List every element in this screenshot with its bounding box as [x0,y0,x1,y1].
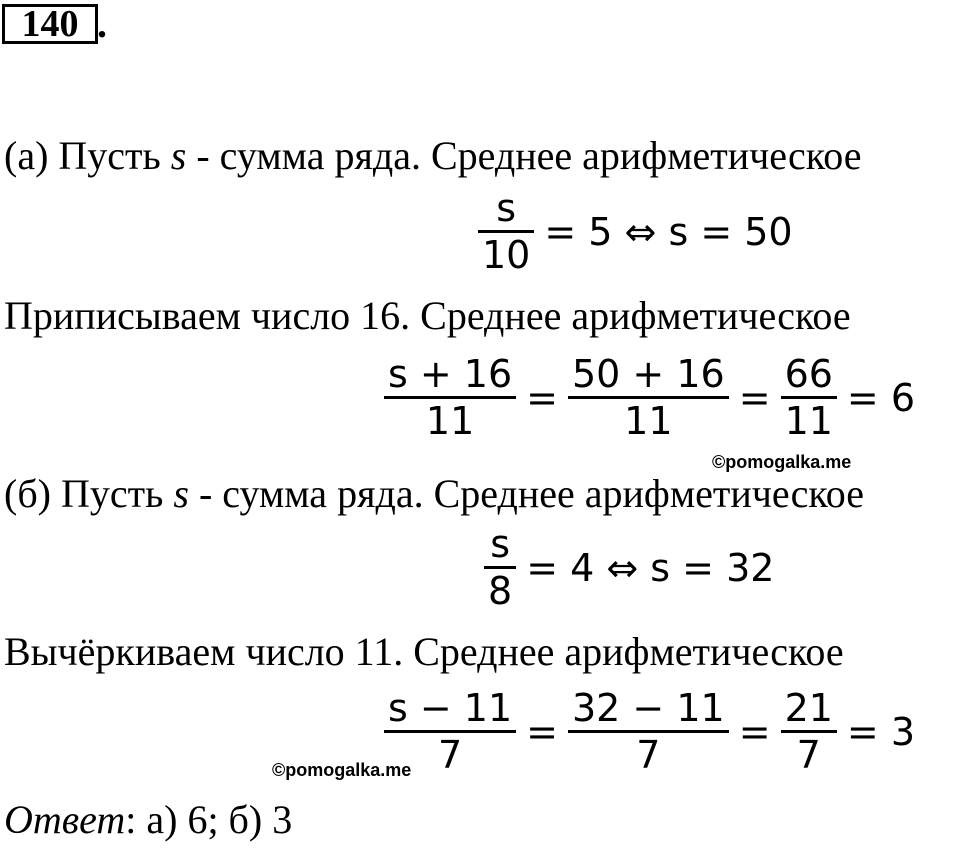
numerator: s + 16 [388,352,513,396]
equation-new-mean-b [378,686,919,777]
numerator: 50 + 16 [572,352,725,396]
equals-sign: = [526,709,558,754]
answer-text: : а) 6; б) 3 [125,797,293,842]
answer-line [4,796,292,844]
numerator: 66 [784,352,833,396]
fraction-3 [781,352,837,443]
part-a-suffix: - сумма ряда. Среднее арифметическое [186,133,862,178]
denominator: 10 [482,233,531,277]
denominator: 11 [624,399,673,443]
answer-label: Ответ [4,797,126,842]
numerator: 32 − 11 [572,686,725,730]
equals-sign: = [738,709,771,754]
denominator: 11 [784,399,833,443]
equation-rest: = 4 ⇔ s = 32 [526,545,775,590]
fraction-2 [568,686,729,777]
numerator: s [496,186,517,230]
denominator: 8 [488,569,513,613]
denominator: 11 [425,399,475,443]
part-b-suffix: - сумма ряда. Среднее арифметическое [188,471,865,516]
fraction-1 [384,352,516,443]
denominator: 7 [796,733,821,777]
fraction-s-over-8 [484,522,516,613]
fraction-3 [781,686,837,777]
equation-rest: = 3 [846,709,916,754]
part-a-var: s [170,133,187,178]
denominator: 7 [437,733,463,777]
numerator: 21 [784,686,833,730]
equals-sign: = [526,375,558,420]
part-a-statement [4,132,861,180]
fraction-2 [568,352,729,443]
add-number-statement: Приписываем число 16. Среднее арифметическое [4,293,851,338]
problem-number-dot: . [97,1,107,46]
part-b-var: s [173,471,189,516]
equation-new-mean-a [378,352,919,443]
watermark-bottom: ©pomogalka.me [272,760,412,780]
fraction-s-over-10 [478,186,534,277]
remove-number-statement: Вычёркиваем число 11. Среднее арифметическое [4,629,844,674]
part-a-prefix: (а) Пусть [4,133,171,178]
part-b-prefix: (б) Пусть [4,471,174,516]
equals-sign: = [738,375,771,420]
equation-rest: = 6 [846,375,916,420]
numerator: s − 11 [388,686,513,730]
denominator: 7 [636,733,661,777]
equation-rest: = 5 ⇔ s = 50 [544,209,793,254]
watermark-top: ©pomogalka.me [712,452,852,472]
equation-mean-a [472,186,797,277]
equation-mean-b [478,522,778,613]
problem-number: 140 [2,4,98,44]
part-b-statement [4,470,864,518]
numerator: s [490,522,510,566]
